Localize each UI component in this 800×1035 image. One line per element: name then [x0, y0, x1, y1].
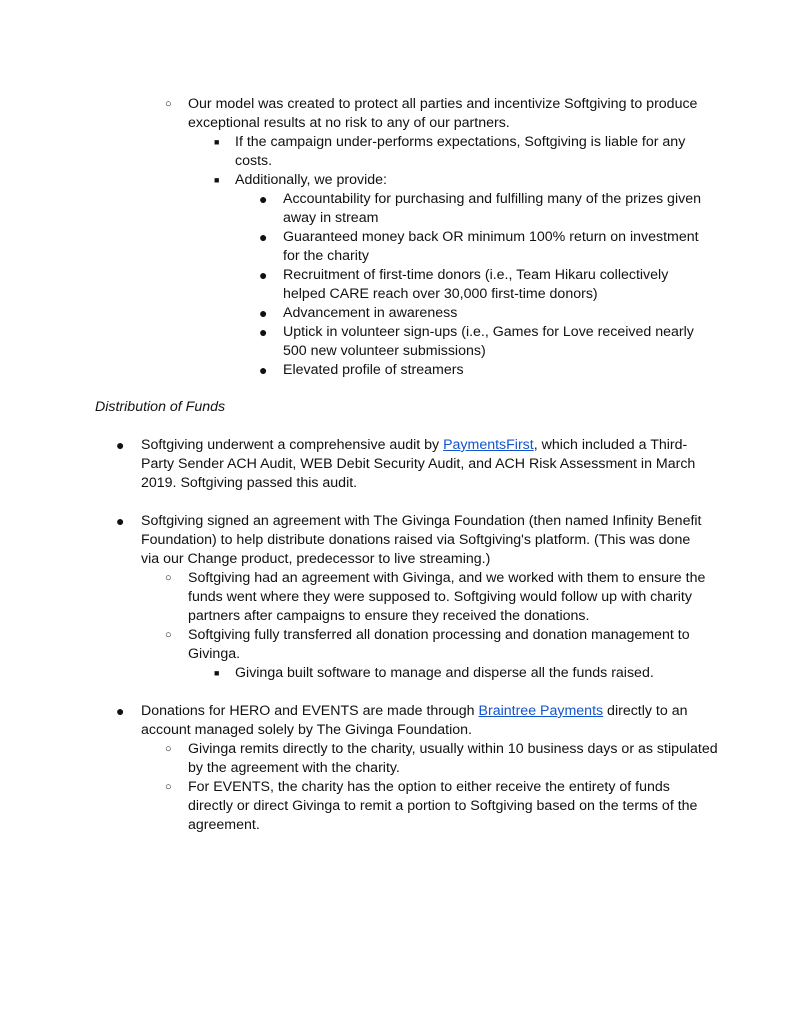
- circle-bullet-icon: ○: [165, 743, 172, 755]
- list-item: [259, 266, 713, 304]
- sub-item-text: Additionally, we provide:: [235, 172, 387, 188]
- bullet-text: , which included a Third-Party Sender ACH Audit, WEB Debit Security Audit, and ACH Risk Assessment in March 2019. Softgiving passed this audit.: [141, 437, 696, 491]
- square-bullet-icon: ■: [214, 137, 220, 147]
- braintree-link[interactable]: Braintree Payments: [478, 703, 604, 719]
- sub-item-text: If the campaign under-performs expectations, Softgiving is liable for any costs.: [235, 134, 686, 169]
- sub-item: [165, 569, 718, 626]
- sub-item: [165, 740, 718, 778]
- sub-item-text: Softgiving fully transferred all donation processing and donation management to Givinga.: [188, 627, 690, 662]
- dot-bullet-icon: ●: [259, 267, 268, 283]
- sub-item: [214, 171, 710, 190]
- dot-bullet-icon: ●: [259, 362, 268, 378]
- circle-bullet-icon: ○: [165, 781, 172, 793]
- top-list-item: [165, 95, 718, 133]
- sub-item-text: Givinga remits directly to the charity, usually within 10 business days or as stipulated by the agreement with the charity.: [188, 741, 718, 776]
- sub-item-text: Softgiving had an agreement with Givinga, and we worked with them to ensure the funds went where they were supposed to. Softgiving would follow up with charity partners after campaigns to ensure they received the donations.: [188, 570, 706, 624]
- dot-bullet-icon: ●: [259, 324, 268, 340]
- section-heading: Distribution of Funds: [95, 399, 226, 415]
- circle-bullet-icon: ○: [165, 98, 172, 110]
- paymentsfirst-link[interactable]: PaymentsFirst: [443, 437, 534, 453]
- bullet-text: Donations for HERO and EVENTS are made through: [141, 703, 479, 719]
- sub-item: [165, 626, 718, 664]
- list-item: [259, 323, 713, 361]
- square-bullet-icon: ■: [214, 175, 220, 185]
- sub-item-text: Givinga built software to manage and disperse all the funds raised.: [235, 665, 654, 681]
- list-item: [259, 190, 713, 228]
- square-bullet-icon: ■: [214, 668, 220, 678]
- list-item-text: Guaranteed money back OR minimum 100% return on investment for the charity: [283, 229, 699, 264]
- circle-bullet-icon: ○: [165, 572, 172, 584]
- bullet-text: Softgiving underwent a comprehensive audit by: [141, 437, 444, 453]
- main-bullet: [116, 436, 706, 493]
- main-bullet: [116, 702, 706, 740]
- list-item-text: Uptick in volunteer sign-ups (i.e., Games for Love received nearly 500 new volunteer submissions): [283, 324, 694, 359]
- dot-bullet-icon: ●: [259, 191, 268, 207]
- dot-bullet-icon: ●: [259, 229, 268, 245]
- dot-bullet-icon: ●: [259, 305, 268, 321]
- circle-bullet-icon: ○: [165, 629, 172, 641]
- sub-item: [165, 778, 718, 835]
- list-item: [259, 228, 713, 266]
- sub-item-text: For EVENTS, the charity has the option to either receive the entirety of funds directly or direct Givinga to remit a portion to Softgiving based on the terms of the agreement.: [188, 779, 698, 833]
- sub-sub-item: [214, 664, 710, 683]
- list-item: [259, 361, 713, 380]
- list-item-text: Recruitment of first-time donors (i.e., Team Hikaru collectively helped CARE reach over 30,000 first-time donors): [283, 267, 669, 302]
- dot-bullet-icon: ●: [116, 513, 125, 529]
- sub-item: [214, 133, 710, 171]
- dot-bullet-icon: ●: [116, 437, 125, 453]
- bullet-text: directly to an account managed solely by The Givinga Foundation.: [141, 703, 688, 738]
- main-bullet: [116, 512, 706, 569]
- list-item-text: Elevated profile of streamers: [283, 362, 464, 378]
- dot-bullet-icon: ●: [116, 703, 125, 719]
- list-item: [259, 304, 713, 323]
- bullet-text: Softgiving signed an agreement with The Givinga Foundation (then named Infinity Benefit Foundation) to help distribute donations raised via Softgiving's platform. (This was done via our Change product, predecessor to live streaming.): [141, 513, 702, 567]
- benefits-list: [259, 190, 713, 380]
- top-list-text: Our model was created to protect all parties and incentivize Softgiving to produce exceptional results at no risk to any of our partners.: [188, 96, 698, 131]
- list-item-text: Advancement in awareness: [283, 305, 458, 321]
- list-item-text: Accountability for purchasing and fulfilling many of the prizes given away in stream: [283, 191, 701, 226]
